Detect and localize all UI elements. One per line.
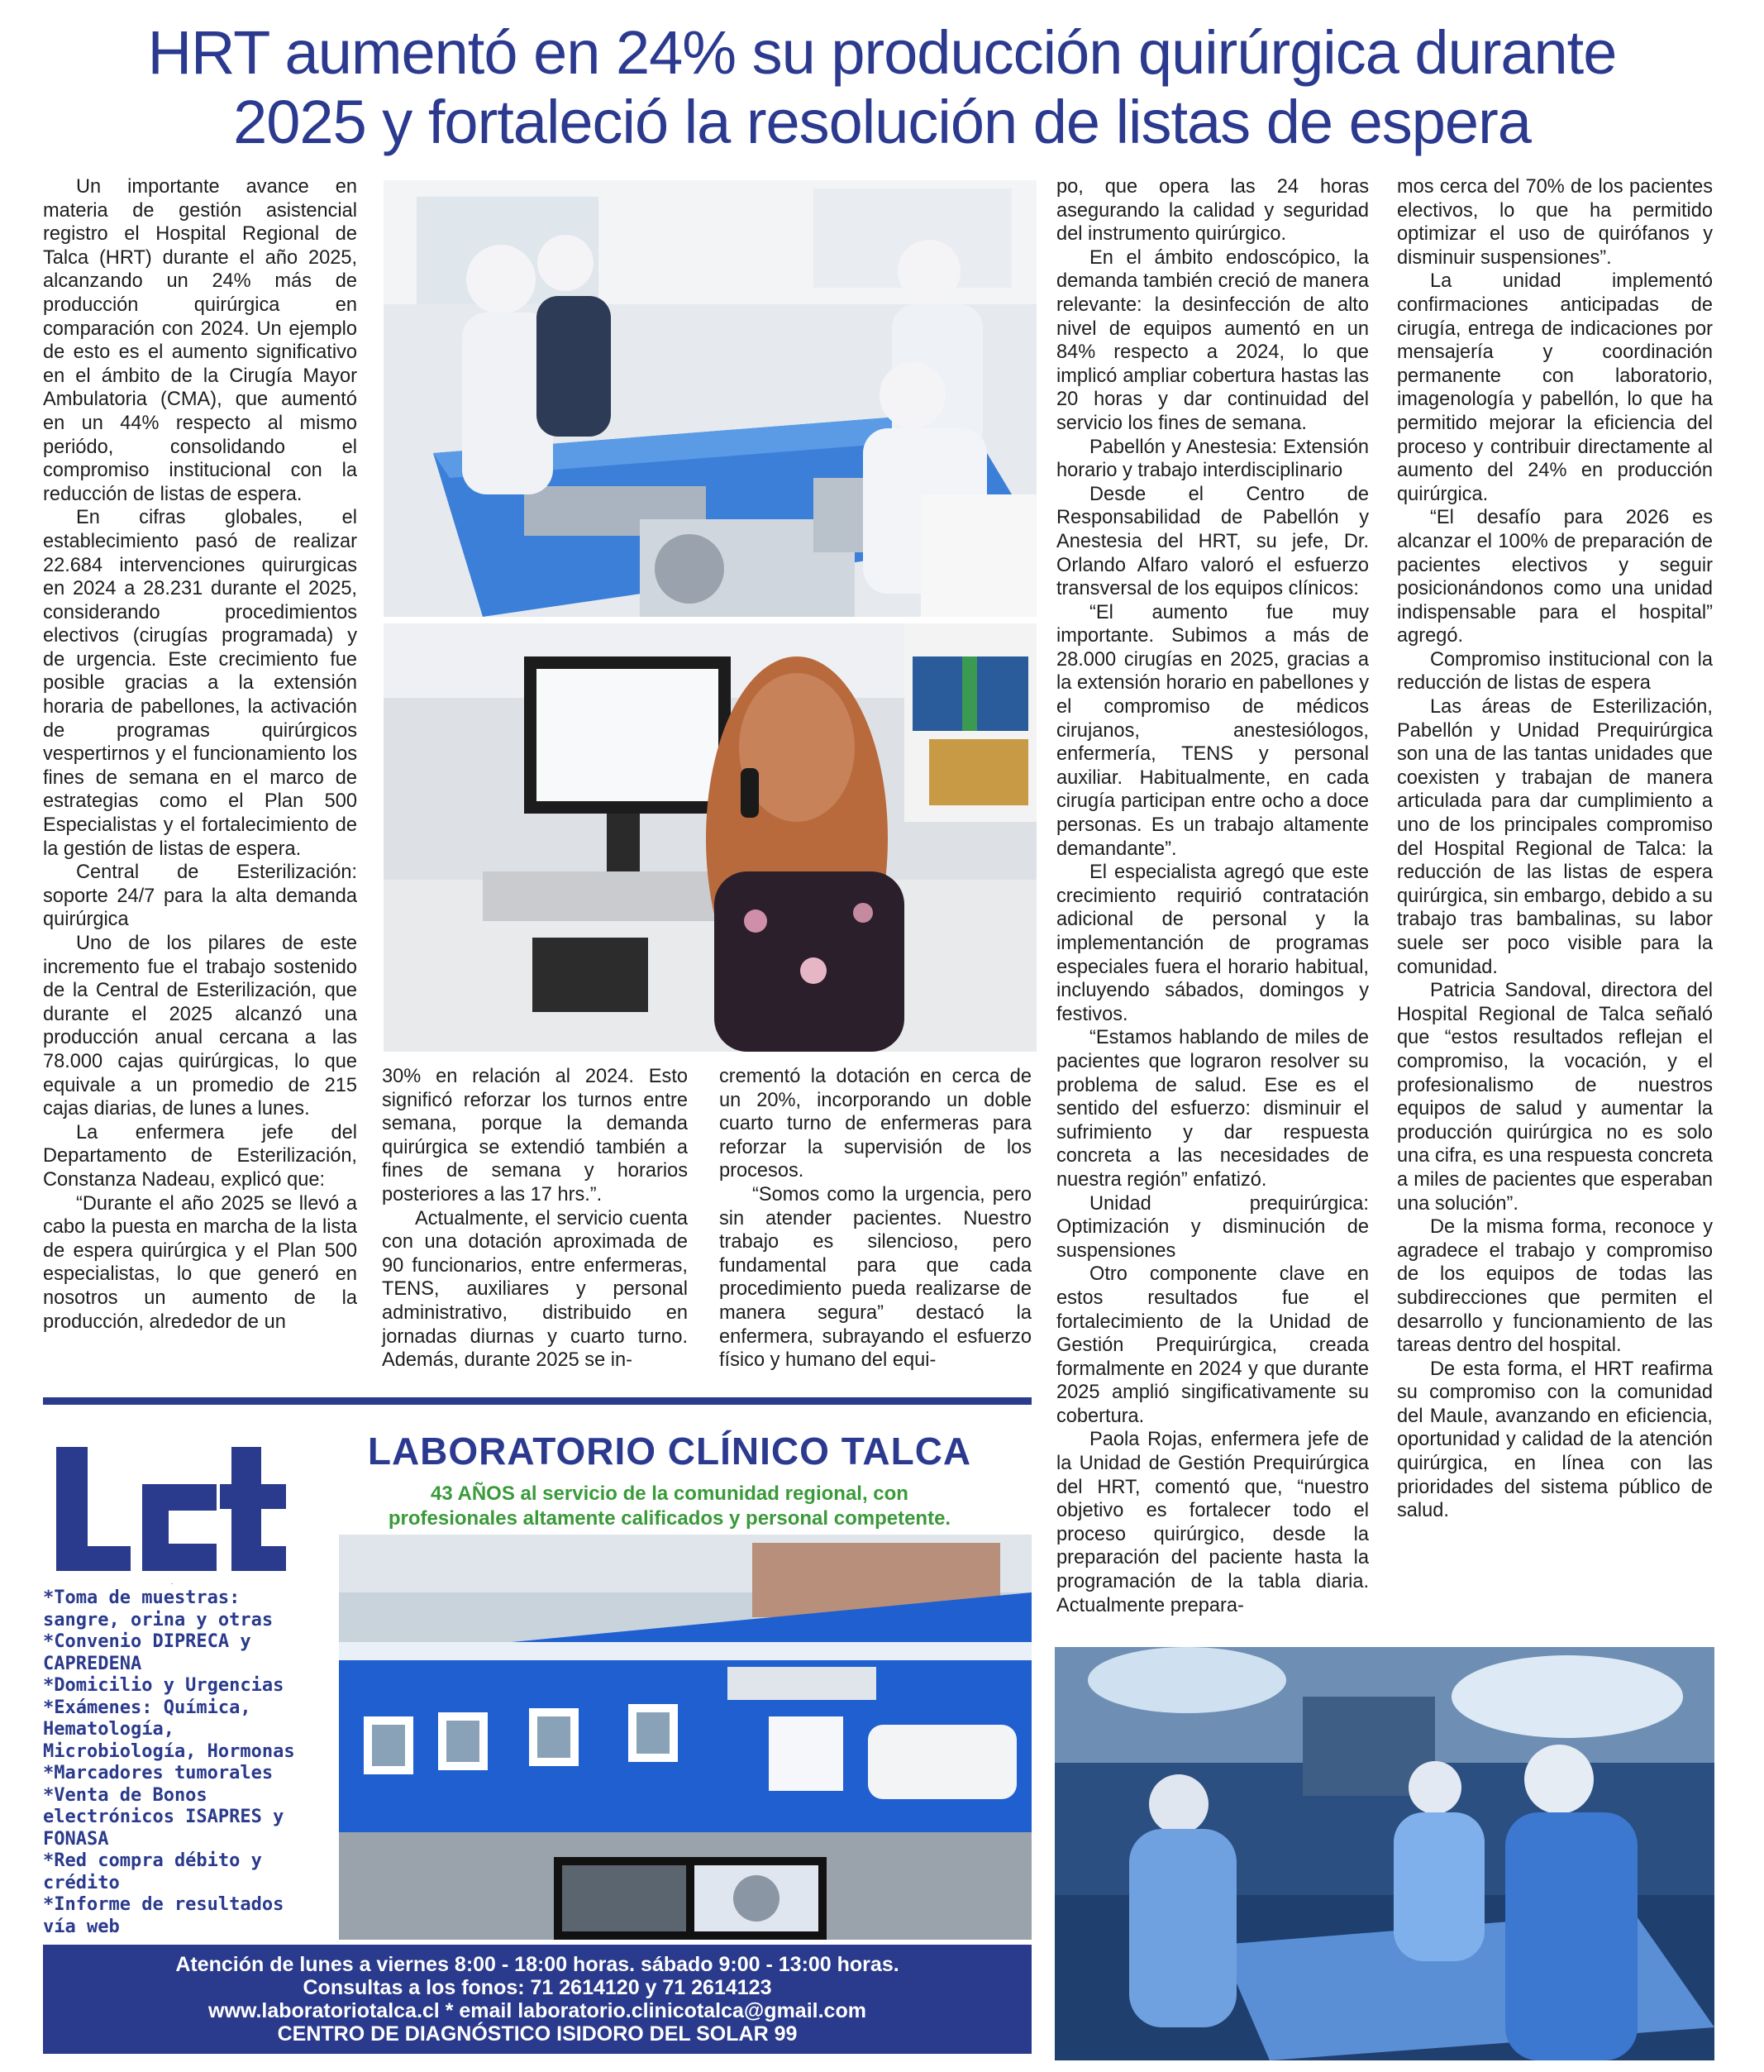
paragraph: “Durante el año 2025 se llevó a cabo la puesta en marcha de la lista de espera quirúrgica y el Plan 500 especialistas, lo que generó en nosotros un aumento de la producción, alrededor de un: [43, 1192, 357, 1333]
list-item: *Informe de resultados: [43, 1894, 284, 1915]
ad-footer-address: CENTRO DE DIAGNÓSTICO ISIDORO DEL SOLAR 99: [277, 2022, 798, 2046]
ad-top-rule: [43, 1397, 1032, 1405]
paragraph: mos cerca del 70% de los pacientes electivos, lo que ha permitido optimizar el uso de quirófanos y disminuir suspensiones”.: [1397, 176, 1713, 269]
headline-line-2: 2025 y fortaleció la resolución de listas de espera: [233, 88, 1531, 156]
paragraph: En el ámbito endoscópico, la demanda también creció de manera relevante: la desinfección de alto nivel de equipos aumentó en un 84% respecto a 2024, lo que implicó ampliar cobertura hastas las 20 horas y dar continuidad del servicio los fines de semana.: [1056, 246, 1369, 434]
list-item: crédito: [43, 1872, 120, 1893]
lct-logo-text: lct: [171, 1583, 173, 1585]
paragraph: Un importante avance en materia de gestión asistencial registro el Hospital Regional de Talca (HRT) durante el año 2025, alcanzando un 24% más de producción quirúrgica en comparación con 2024. Un ejemplo de esto es el aumento significativo en el ámbito de la Cirugía Mayor Ambulatoria (CMA), que aumentó en un 44% respecto al mismo periódo, consolidando el compromiso institucional con la reducción de listas de espera.: [43, 176, 357, 505]
list-item: *Convenio DIPRECA y: [43, 1631, 251, 1652]
article-column-2: [382, 1065, 688, 1373]
subheading: Central de Esterilización: soporte 24/7 para la alta demanda quirúrgica: [43, 862, 357, 931]
paragraph: Actualmente, el servicio cuenta con una dotación aproximada de 90 funcionarios, entre enfermeras, TENS, auxiliares y personal administrativo, distribuido en jornadas diurnas y cuarto turno. Además, durante 2025 se in-: [382, 1207, 688, 1372]
photo-prequirurgica-phone: [384, 623, 1037, 1052]
paragraph: po, que opera las 24 horas asegurando la calidad y seguridad del instrumento quirúrgico.: [1056, 176, 1369, 246]
ad-footer-hours: Atención de lunes a viernes 8:00 - 18:00 horas. sábado 9:00 - 13:00 horas.: [175, 1953, 899, 1976]
paragraph: Desde el Centro de Responsabilidad de Pabellón y Anestesia del HRT, su jefe, Dr. Orlando Alfaro valoró el esfuerzo transversal de los equipos clínicos:: [1056, 483, 1369, 600]
list-item: *Red compra débito y: [43, 1850, 262, 1871]
list-item: Hematología,: [43, 1719, 174, 1740]
article-column-5: [1397, 175, 1713, 1523]
list-item: *Toma de muestras:: [43, 1587, 241, 1608]
ad-footer-web: www.laboratoriotalca.cl * email laboratorio.clinicotalca@gmail.com: [208, 1999, 866, 2022]
paragraph: “El aumento fue muy importante. Subimos a más de 28.000 cirugías en 2025, gracias a la extensión horario en pabellones y el compromiso de médicos cirujanos, anestesiólogos, enfermería, TENS y personal auxiliar. Habitualmente, en cada cirugía participan entre ocho a doce personas. Es un trabajo altamente demandante”.: [1056, 601, 1369, 860]
paragraph: La unidad implementó confirmaciones anticipadas de cirugía, entrega de indicaciones por mensajería y coordinación permanente con laboratorio, imagenología y pabellón, lo que ha permitido mejorar la eficiencia del proceso y contribuir directamente al aumento del 24% en producción quirúrgica.: [1397, 270, 1713, 505]
paragraph: Patricia Sandoval, directora del Hospital Regional de Talca señaló que “estos resultados reflejan el compromiso, la vocación, y el profesionalismo de nuestros equipos de salud y aumentar la producción quirúrgica no es solo una cifra, es una respuesta concreta a miles de pacientes que esperaban una solución”.: [1397, 980, 1713, 1215]
ad-footer: [43, 1945, 1032, 2054]
subheading: Unidad prequirúrgica: Optimización y disminución de suspensiones: [1056, 1192, 1369, 1262]
paragraph: Paola Rojas, enfermera jefe de la Unidad de Gestión Prequirúrgica del HRT, comentó que, “nuestro objetivo es fortalecer todo el proceso quirúrgico, desde la preparación del paciente hasta la programación de la tabla diaria. Actualmente prepara-: [1056, 1429, 1369, 1616]
photo-sterilization-team: [384, 180, 1037, 617]
paragraph: El especialista agregó que este crecimiento requirió contratación adicional de personal y la implementanción de programas especiales fuera el horario habitual, incluyendo sábados, domingos y festivos.: [1056, 862, 1369, 1025]
ad-tagline-line-1: 43 AÑOS al servicio de la comunidad regional, con: [431, 1482, 908, 1505]
paragraph: “Somos como la urgencia, pero sin atender pacientes. Nuestro trabajo es silencioso, pero fundamental para que cada procedimiento pueda realizarse de manera segura” destacó la enfermera, subrayando el esfuerzo físico y humano del equi-: [719, 1183, 1032, 1372]
paragraph: 30% en relación al 2024. Esto significó reforzar los turnos entre semana, porque la demanda quirúrgica se extendió también a fines de semana y horarios posteriores a las 17 hrs.”.: [382, 1066, 688, 1205]
list-item: sangre, orina y otras: [43, 1609, 274, 1630]
article-column-3: [719, 1065, 1032, 1373]
subheading: Compromiso institucional con la reducción de listas de espera: [1397, 648, 1713, 695]
list-item: *Marcadores tumorales: [43, 1763, 274, 1783]
paragraph: La enfermera jefe del Departamento de Esterilización, Constanza Nadeau, explicó que:: [43, 1121, 357, 1191]
paragraph: “Estamos hablando de miles de pacientes que lograron resolver su problema de salud. Ese es el sentido del esfuerzo: disminuir el sufrimiento y dar respuesta concreta a las necesidades de nuestra región” enfatizó.: [1056, 1027, 1369, 1191]
ad-services-list: [43, 1587, 341, 1938]
subheading: Pabellón y Anestesia: Extensión horario y trabajo interdisciplinario: [1056, 436, 1369, 482]
paragraph: crementó la dotación en cerca de un 20%, incorporando un doble cuarto turno de enfermeras para reforzar la supervisión de los procesos.: [719, 1066, 1032, 1182]
list-item: FONASA: [43, 1828, 109, 1850]
list-item: *Exámenes: Química,: [43, 1697, 251, 1718]
list-item: CAPREDENA: [43, 1653, 142, 1674]
paragraph: De esta forma, el HRT reafirma su compromiso con la comunidad del Maule, avanzando en eficiencia, oportunidad y calidad de la atención quirúrgica, en línea con las prioridades del sistema público de salud.: [1397, 1358, 1713, 1522]
ad-photo-building: [339, 1535, 1032, 1940]
paragraph: Uno de los pilares de este incremento fue el trabajo sostenido de la Central de Esterilización, que durante el 2025 alcanzó una producción anual cercana a las 78.000 cajas quirúrgicas, lo que equivale a un promedio de 215 cajas diarias, de lunes a lunes.: [43, 933, 357, 1120]
paragraph: Otro componente clave en estos resultados fue el fortalecimiento de la Unidad de Gestión Prequirúrgica, creada formalmente en 2024 y que durante 2025 amplió singificativamente su cobertura.: [1056, 1263, 1369, 1427]
paragraph: De la misma forma, reconoce y agradece el trabajo y compromiso de los equipos de todas las subdirecciones que permiten el desarrollo y funcionamiento de las tareas dentro del hospital.: [1397, 1216, 1713, 1357]
article-column-1: [43, 175, 357, 1334]
list-item: *Venta de Bonos: [43, 1784, 207, 1806]
ad-tagline: [306, 1482, 1033, 1531]
list-item: *Domicilio y Urgencias: [43, 1675, 284, 1696]
headline: [50, 18, 1714, 157]
paragraph: “El desafío para 2026 es alcanzar el 100% de preparación de pacientes electivos y seguir posicionándonos como una unidad indispensable para el hospital” agregó.: [1397, 507, 1713, 647]
ad-footer-phones: Consultas a los fonos: 71 2614120 y 71 2614123: [303, 1976, 772, 1999]
article-column-4: [1056, 175, 1369, 1617]
paragraph: En cifras globales, el establecimiento pasó de realizar 22.684 intervenciones quirurgicas en 2024 a 28.231 durante el 2025, considerando procedimientos electivos (cirugías programada) y de urgencia. Este crecimiento fue posible gracias a la extensión horaria de pabellones, la activación de programas quirúrgicos vespertirnos y el funcionamiento los fines de semana en el marco de estrategias como el Plan 500 Especialistas y el fortalecimiento de la gestión de listas de espera.: [43, 507, 357, 860]
ad-title: LABORATORIO CLÍNICO TALCA: [367, 1430, 972, 1473]
lct-logo: [51, 1439, 291, 1587]
headline-line-1: HRT aumentó en 24% su producción quirúrgica durante: [147, 18, 1617, 87]
list-item: vía web: [43, 1916, 120, 1937]
photo-operating-room: [1055, 1647, 1714, 2060]
ad-tagline-line-2: profesionales altamente calificados y personal competente.: [388, 1507, 951, 1530]
list-item: Microbiología, Hormonas: [43, 1740, 295, 1762]
list-item: electrónicos ISAPRES y: [43, 1807, 284, 1827]
paragraph: Las áreas de Esterilización, Pabellón y Unidad Prequirúrgica son una de las tantas unidades que coexisten y trabajan de manera articulada para dar cumplimiento a uno de los principales compromiso del Hospital Regional de Talca: la reducción de las listas de espera quirúrgica, sin embargo, debido a su trabajo tras bambalinas, su labor suele ser poco visible para la comunidad.: [1397, 696, 1713, 978]
